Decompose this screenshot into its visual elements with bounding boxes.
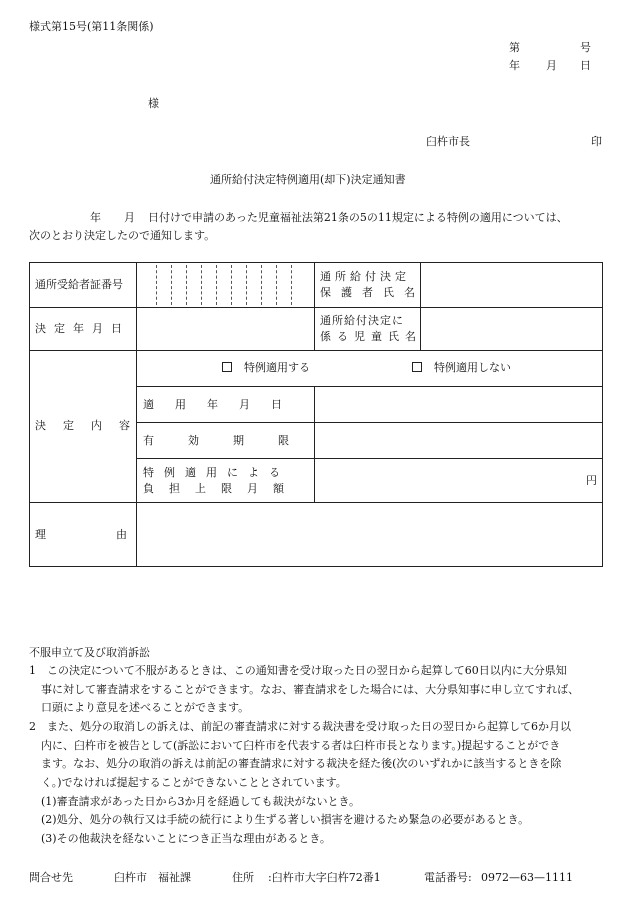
appeal-sub3: (3)その他裁決を経ないことにつき正当な理由があるとき。 [41, 832, 331, 845]
appeal-item1-number: 1 [29, 664, 36, 677]
date-month: 月 [546, 59, 557, 72]
apply-checkbox[interactable] [222, 362, 232, 372]
contact-tel: 0972—63—1111 [481, 871, 573, 884]
date-year: 年 [509, 59, 520, 72]
burden-label-1: 特例適用による [143, 466, 290, 479]
document-title: 通所給付決定特例適用(却下)決定通知書 [210, 173, 406, 186]
recipient-cert-label: 通所受給者証番号 [35, 278, 123, 291]
yen-unit: 円 [586, 474, 597, 487]
contact-label: 問合せ先 [29, 871, 73, 884]
appeal-sub2: (2)処分、処分の執行又は手続の続行により生ずる著しい損害を避けるため緊急の必要があるとき。 [41, 813, 530, 826]
apply-date-label: 適用年月日 [143, 398, 303, 411]
decision-table [29, 262, 603, 567]
date-day: 日 [580, 59, 591, 72]
appeal-item1-line1: この決定について不服があるときは、この通知書を受け取った日の翌日から起算して60日以内に大分県知 [47, 664, 567, 677]
appeal-item2-line3: ます。なお、処分の取消の訴えは前記の審査請求に対する裁決を経た後(次のいずれかに該当するときを除 [41, 757, 562, 770]
decision-date-label: 決定年月日 [35, 322, 130, 335]
doc-number-go: 号 [580, 41, 591, 54]
child-label-1: 通所給付決定に [320, 314, 404, 327]
intro-line1: 日付けで申請のあった児童福祉法第21条の5の11規定による特例の適用については、 [148, 211, 568, 224]
option-not-apply[interactable] [412, 360, 511, 375]
option-apply[interactable] [222, 360, 310, 375]
contact-address: :臼杵市大字臼杵72番1 [268, 871, 381, 884]
appeal-item1-line2: 事に対して審査請求をすることができます。なお、審査請求をした場合には、大分県知事に申し立てすれば、 [41, 683, 580, 696]
guardian-label-1: 通所給付決定 [320, 270, 410, 283]
appeal-item2-line4: く。)でなければ提起することができないこととされています。 [41, 776, 347, 789]
seal-mark: 印 [591, 135, 602, 148]
appeal-item2-line2: 内に、臼杵市を被告として(訴訟において臼杵市を代表する者は臼杵市長となります。)提起することができ [41, 739, 561, 752]
decision-content-label: 決定内容 [35, 419, 147, 432]
intro-year: 年 [90, 211, 101, 224]
guardian-label-2: 保護者氏名 [320, 286, 425, 299]
not-apply-checkbox[interactable] [412, 362, 422, 372]
option-apply-label: 特例適用する [244, 361, 310, 374]
appeal-sub1: (1)審査請求があった日から3か月を経過しても裁決がないとき。 [41, 795, 361, 808]
intro-line2: 次のとおり決定したので通知します。 [29, 229, 216, 242]
contact-tel-label: 電話番号: [424, 871, 472, 884]
contact-address-label: 住所 [232, 871, 254, 884]
appeal-item2-number: 2 [29, 720, 36, 733]
intro-month: 月 [124, 211, 135, 224]
option-not-apply-label: 特例適用しない [434, 361, 511, 374]
addressee-suffix: 様 [148, 97, 159, 110]
child-label-2: 係る児童氏名 [320, 330, 422, 343]
appeal-item1-line3: 口頭により意見を述べることができます。 [41, 701, 250, 714]
burden-label-2: 負担上限月額 [143, 482, 299, 495]
form-number: 様式第15号(第11条関係) [29, 20, 154, 33]
appeal-heading: 不服申立て及び取消訴訟 [29, 646, 150, 659]
doc-number-dai: 第 [509, 41, 520, 54]
validity-label: 有効期限 [143, 434, 323, 447]
reason-label: 理由 [35, 528, 197, 541]
issuer-name: 臼杵市長 [426, 135, 470, 148]
appeal-item2-line1: また、処分の取消しの訴えは、前記の審査請求に対する裁決書を受け取った日の翌日から起算して6か月以 [47, 720, 571, 733]
contact-org: 臼杵市 福祉課 [114, 871, 191, 884]
